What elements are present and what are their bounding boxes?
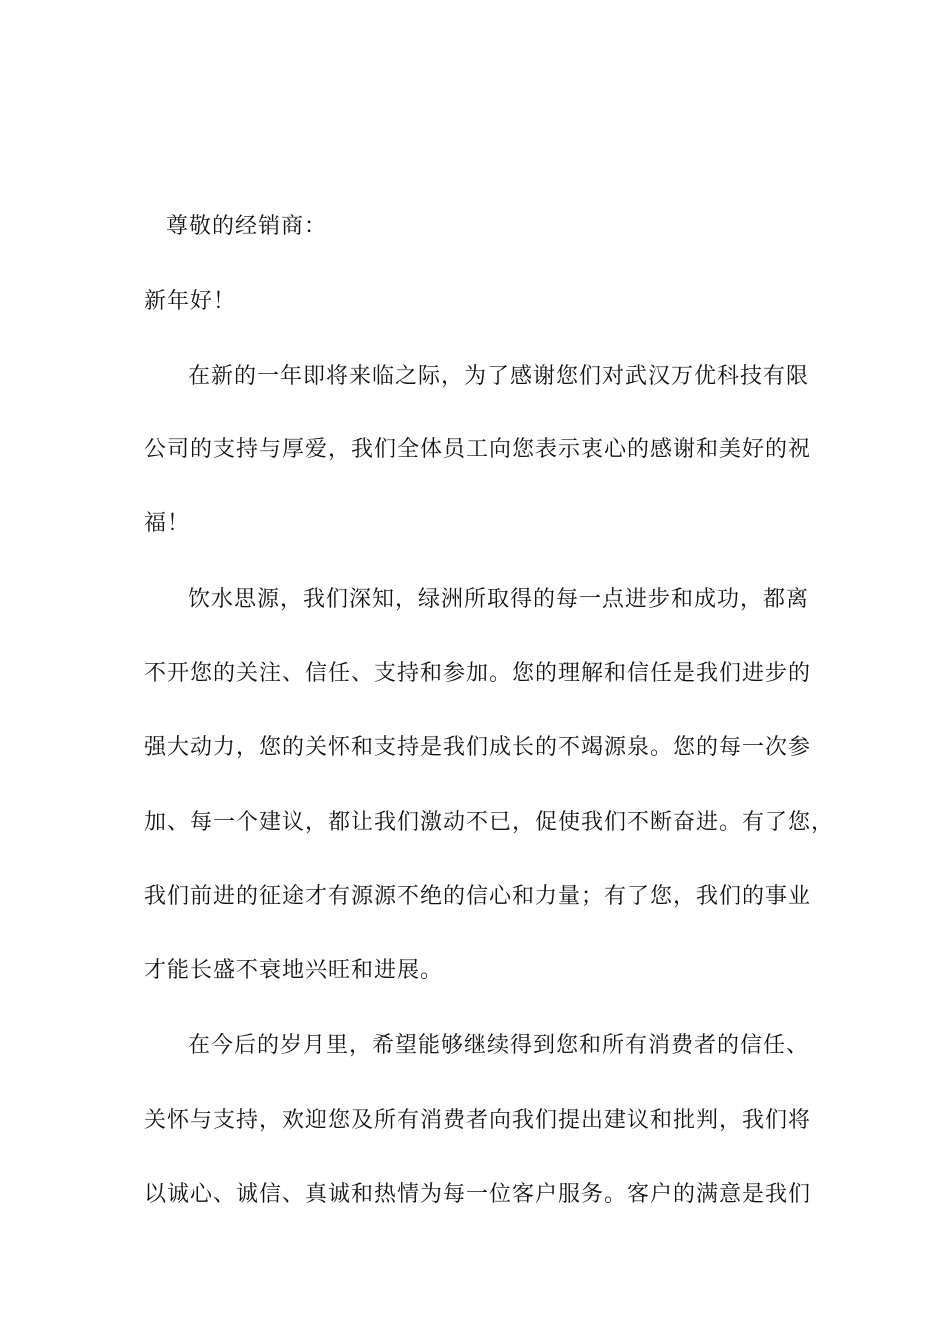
paragraph-line: 我们前进的征途才有源源不绝的信心和力量；有了您，我们的事业 (144, 884, 812, 909)
paragraph-line: 才能长盛不衰地兴旺和进展。 (144, 958, 444, 983)
paragraph-line: 强大动力，您的关怀和支持是我们成长的不竭源泉。您的每一次参 (144, 735, 812, 760)
salutation: 尊敬的经销商： (166, 214, 328, 239)
paragraph-line: 福！ (144, 511, 191, 536)
paragraph-line: 在新的一年即将来临之际，为了感谢您们对武汉万优科技有限 (188, 364, 810, 389)
paragraph-line: 以诚心、诚信、真诚和热情为每一位客户服务。客户的满意是我们 (144, 1182, 812, 1207)
paragraph-line: 不开您的关注、信任、支持和参加。您的理解和信任是我们进步的 (144, 661, 812, 686)
paragraph-line: 关怀与支持，欢迎您及所有消费者向我们提出建议和批判，我们将 (144, 1108, 812, 1133)
paragraph-line: 加、每一个建议，都让我们激动不已，促使我们不断奋进。有了您， (144, 810, 835, 835)
paragraph-line: 公司的支持与厚爱，我们全体员工向您表示衷心的感谢和美好的祝 (144, 437, 812, 462)
paragraph-line: 饮水思源，我们深知，绿洲所取得的每一点进步和成功，都离 (188, 587, 810, 612)
paragraph-line: 在今后的岁月里，希望能够继续得到您和所有消费者的信任、 (188, 1033, 810, 1058)
greeting: 新年好！ (144, 289, 237, 314)
